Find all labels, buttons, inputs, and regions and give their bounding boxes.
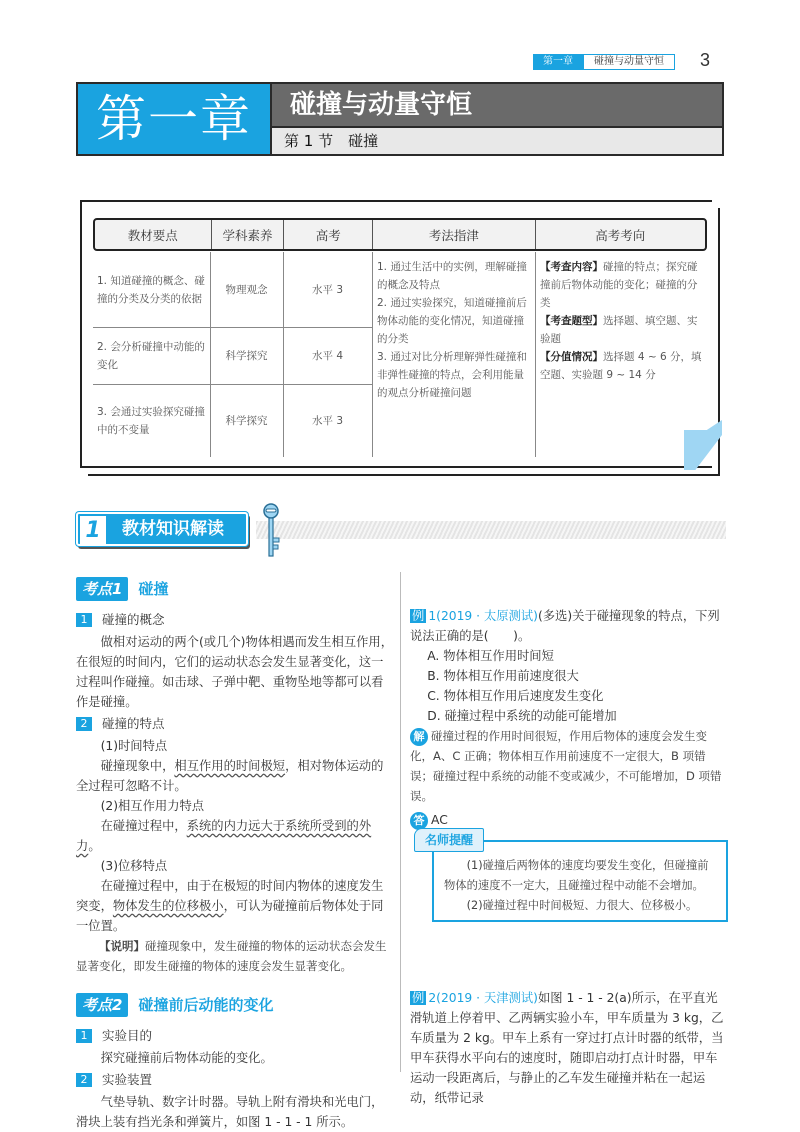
tip-title: 名师提醒 xyxy=(414,828,484,852)
literacy-cell: 科学探究 xyxy=(225,414,268,427)
table-row: 3. 会通过实验探究碰撞中的不变量 xyxy=(97,405,205,436)
subheading: 碰撞的概念 xyxy=(102,612,165,627)
literacy-cell: 物理观念 xyxy=(225,283,268,296)
option: A. 物体相互作用时间短 xyxy=(427,649,554,663)
running-header xyxy=(533,54,675,70)
trends-cell: 【考查内容】碰撞的特点；探究碰撞前后物体动能的变化；碰撞的分类 【考查题型】选择题、填空题、实验题 【分值情况】选择题 4 ~ 6 分，填空题、实验题 9 ~ 14 分 xyxy=(540,261,702,381)
note: 【说明】碰撞现象中，发生碰撞的物体的运动状态会发生显著变化，即发生碰撞的物体的速度会发生显著变化。 xyxy=(76,939,387,973)
kaodian-1-heading: 考点1 碰撞 xyxy=(76,574,394,604)
chapter-title: 碰撞与动量守恒 xyxy=(272,84,722,126)
answer: 答 AC xyxy=(410,810,728,830)
column-header: 高考考向 xyxy=(595,227,646,243)
left-column: 考点1 碰撞 1 碰撞的概念 做相对运动的两个(或几个)物体相遇而发生相互作用，在很短的时间内，它们的运动状态会发生显著变化，这一过程叫作碰撞。如击球、子弹中靶、重物坠地等都可以看作是碰撞。 2 碰撞的特点 (1)时间特点 碰撞现象中，相互作用的时间极短，相对物体运动的全过程可忽略不计。 (2)相互作用力特点 在碰撞过程中，系统的内力远大于系统所受到的外力。 (3)位移特点 在碰撞过程中，由于在极短的时间内物体的速度发生突变，物体发生的位移极小，可认为碰撞前后物体处于同一位置。 【说明】碰撞现象中，发生碰撞的物体的运动状态会发生显著变化，即发生碰撞的物体的速度会发生显著变化。 考点2 碰撞前后动能的变化 1 实验目的 探究碰撞前后物体动能的变化。 2 实验装置 气垫导轨、数字计时器。导轨上附有滑块和光电门，滑块上装有挡光条和弹簧片，如图 1 - 1 - 1 所示。 xyxy=(76,574,394,1132)
column-header: 考法指津 xyxy=(373,220,535,249)
running-header-chapter: 第一章 xyxy=(533,54,583,70)
column-header: 教材要点 xyxy=(95,220,212,249)
subheading: 实验目的 xyxy=(102,1028,153,1043)
paragraph: 在碰撞过程中，由于在极短的时间内物体的速度发生突变，物体发生的位移极小，可认为碰撞前后物体处于同一位置。 xyxy=(76,879,384,933)
teacher-tip-box: 名师提醒 (1)碰撞后两物体的速度均要发生变化，但碰撞前物体的速度不一定大，且碰撞过程中动能不会增加。 (2)碰撞过程中时间极短、力很大、位移极小。 xyxy=(432,840,728,922)
column-header: 高考 xyxy=(284,220,373,249)
table-row: 2. 会分析碰撞中动能的变化 xyxy=(97,340,205,371)
answer-icon: 答 xyxy=(410,812,428,830)
kaodian-2-heading: 考点2 碰撞前后动能的变化 xyxy=(76,990,394,1020)
example-2: 例 2(2019 · 天津测试)如图 1 - 1 - 2(a)所示，在平直光滑轨道上停着甲、乙两辆实验小车，甲车质量为 3 kg，乙车质量为 2 kg。甲车上系有一穿过打点计时器的纸带，当甲车获得水平向右的速度时，随即启动打点计时器，甲车运动一段距离后，与静止的乙车发生碰撞并粘在一起运动，纸带记录 xyxy=(410,991,724,1105)
level-cell: 水平 4 xyxy=(311,349,344,362)
option: C. 物体相互作用后速度发生变化 xyxy=(427,689,604,703)
table-body xyxy=(93,252,707,457)
example-1: 例 1(2019 · 太原测试)(多选)关于碰撞现象的特点，下列说法正确的是( )。 xyxy=(410,609,720,643)
column-header: 学科素养 xyxy=(212,220,285,249)
section-number: 1 xyxy=(80,516,106,546)
chapter-banner xyxy=(76,82,724,156)
section-heading xyxy=(76,512,726,550)
level-cell: 水平 3 xyxy=(311,283,344,296)
table-row: 1. 知道碰撞的概念、碰撞的分类及分类的依据 xyxy=(97,274,205,305)
right-column xyxy=(410,606,728,1108)
chapter-label: 第一章 xyxy=(78,84,270,154)
option: B. 物体相互作用前速度很大 xyxy=(427,669,579,683)
page-number: 3 xyxy=(700,50,711,70)
option: D. 碰撞过程中系统的动能可能增加 xyxy=(427,709,617,723)
stripe-decoration xyxy=(256,521,726,539)
paragraph: 碰撞现象中，相互作用的时间极短，相对物体运动的全过程可忽略不计。 xyxy=(76,759,384,793)
section-heading-title: 教材知识解读 xyxy=(122,519,224,539)
paragraph: 在碰撞过程中，系统的内力远大于系统所受到的外力。 xyxy=(76,819,372,853)
running-header-title: 碰撞与动量守恒 xyxy=(583,54,675,70)
level-cell: 水平 3 xyxy=(311,414,344,427)
paragraph: 做相对运动的两个(或几个)物体相遇而发生相互作用，在很短的时间内，它们的运动状态会发生显著变化，这一过程叫作碰撞。如击球、子弹中靶、重物坠地等都可以看作是碰撞。 xyxy=(76,635,394,709)
key-icon xyxy=(256,502,286,558)
column-divider xyxy=(400,572,401,1072)
solution: 解 碰撞过程的作用时间很短，作用后物体的速度会发生变化，A、C 正确；物体相互作用前速度不一定很大，B 项错误；碰撞过程中系统的动能不变或减少，不可能增加，D 项错误。 xyxy=(410,729,722,803)
subheading: 实验装置 xyxy=(102,1072,153,1087)
paragraph: 气垫导轨、数字计时器。导轨上附有滑块和光电门，滑块上装有挡光条和弹簧片，如图 1 - 1 - 1 所示。 xyxy=(76,1095,384,1129)
solution-icon: 解 xyxy=(410,728,428,746)
methods-cell: 1. 通过生活中的实例，理解碰撞的概念及特点 2. 通过实验探究，知道碰撞前后物体动能的变化情况，知道碰撞的分类 3. 通过对比分析理解弹性碰撞和非弹性碰撞的特点，会利用能量的观点分析碰撞问题 xyxy=(377,261,527,399)
subheading: 碰撞的特点 xyxy=(102,716,165,731)
paragraph: 探究碰撞前后物体动能的变化。 xyxy=(100,1051,273,1065)
table-header xyxy=(93,218,707,251)
section-title: 第 1 节 碰撞 xyxy=(272,128,722,154)
literacy-cell: 科学探究 xyxy=(225,349,268,362)
